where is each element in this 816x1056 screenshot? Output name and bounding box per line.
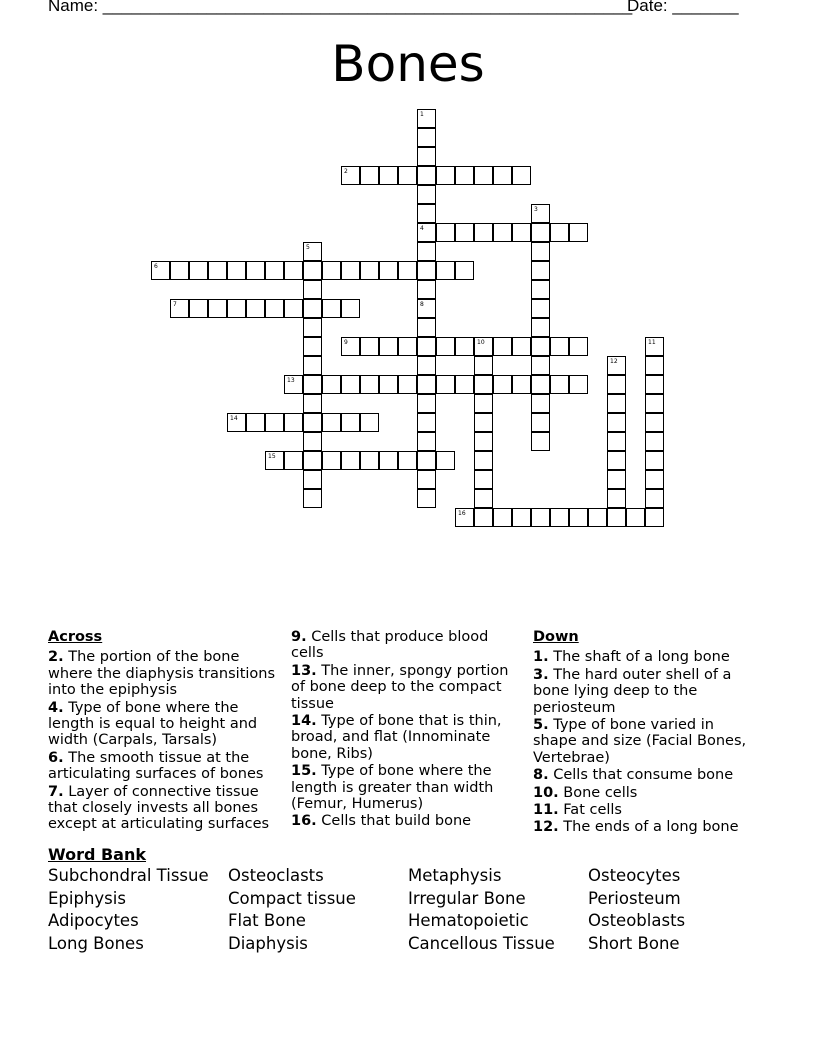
grid-cell[interactable] [341, 413, 360, 432]
grid-cell[interactable] [607, 432, 626, 451]
date-field-label[interactable]: Date: _______ [627, 0, 739, 15]
clue-number: 3. [533, 666, 549, 683]
grid-cell[interactable] [417, 394, 436, 413]
grid-cell-number: 4 [420, 225, 424, 232]
word-bank-item: Short Bone [588, 934, 680, 954]
grid-cell[interactable] [474, 356, 493, 375]
grid-cell[interactable] [417, 128, 436, 147]
grid-cell[interactable] [417, 375, 436, 394]
grid-cell[interactable] [531, 432, 550, 451]
grid-cell[interactable] [455, 375, 474, 394]
grid-cell[interactable] [417, 109, 436, 128]
clue-across-6 [48, 750, 280, 783]
clue-number: 2. [48, 649, 64, 666]
grid-cell[interactable] [322, 299, 341, 318]
word-bank-item: Irregular Bone [408, 888, 526, 908]
grid-cell[interactable] [607, 451, 626, 470]
grid-cell[interactable] [360, 375, 379, 394]
grid-cell[interactable] [284, 451, 303, 470]
grid-cell[interactable] [360, 261, 379, 280]
grid-cell[interactable] [531, 318, 550, 337]
grid-cell[interactable] [322, 451, 341, 470]
grid-cell[interactable] [284, 261, 303, 280]
clue-text: Fat cells [563, 802, 622, 819]
clue-across-2 [48, 649, 280, 698]
clue-text: Cells that produce blood cells [291, 629, 489, 662]
grid-cell[interactable] [531, 204, 550, 223]
grid-cell[interactable] [417, 185, 436, 204]
grid-cell[interactable] [493, 508, 512, 527]
grid-cell[interactable] [645, 337, 664, 356]
grid-cell[interactable] [436, 375, 455, 394]
grid-cell[interactable] [341, 261, 360, 280]
clue-across-16 [291, 813, 516, 829]
clue-across-15 [291, 763, 516, 812]
grid-cell-number: 9 [344, 339, 348, 346]
grid-cell[interactable] [398, 166, 417, 185]
grid-cell[interactable] [303, 242, 322, 261]
grid-cell[interactable] [493, 223, 512, 242]
grid-cell[interactable] [265, 261, 284, 280]
grid-cell[interactable] [151, 261, 170, 280]
grid-cell[interactable] [645, 375, 664, 394]
grid-cell[interactable] [303, 451, 322, 470]
grid-cell[interactable] [607, 394, 626, 413]
clue-number: 6. [48, 749, 64, 766]
grid-cell[interactable] [189, 299, 208, 318]
grid-cell[interactable] [360, 337, 379, 356]
grid-cell[interactable] [208, 261, 227, 280]
clue-down-1 [533, 649, 758, 665]
grid-cell[interactable] [531, 223, 550, 242]
word-bank-item: Diaphysis [228, 934, 308, 954]
grid-cell[interactable] [436, 223, 455, 242]
grid-cell[interactable] [379, 375, 398, 394]
grid-cell[interactable] [360, 413, 379, 432]
grid-cell[interactable] [607, 375, 626, 394]
grid-cell[interactable] [474, 223, 493, 242]
clue-text: Bone cells [563, 784, 638, 801]
grid-cell[interactable] [398, 375, 417, 394]
clue-across-7 [48, 784, 280, 833]
clue-text: Type of bone that is thin, broad, and flat (Innominate bone, Ribs) [291, 713, 502, 762]
grid-cell[interactable] [645, 394, 664, 413]
grid-cell[interactable] [455, 508, 474, 527]
grid-cell-number: 10 [477, 339, 485, 346]
clue-down-5 [533, 717, 758, 766]
word-bank-item: Long Bones [48, 934, 144, 954]
grid-cell[interactable] [417, 242, 436, 261]
grid-cell[interactable] [436, 451, 455, 470]
across-heading: Across [48, 629, 103, 645]
grid-cell[interactable] [379, 337, 398, 356]
grid-cell[interactable] [417, 147, 436, 166]
grid-cell-number: 14 [230, 415, 238, 422]
grid-cell[interactable] [512, 337, 531, 356]
grid-cell[interactable] [474, 508, 493, 527]
grid-cell-number: 16 [458, 510, 466, 517]
clue-number: 10. [533, 784, 559, 801]
grid-cell[interactable] [512, 166, 531, 185]
clue-number: 16. [291, 813, 317, 830]
grid-cell-number: 11 [648, 339, 656, 346]
grid-cell[interactable] [436, 166, 455, 185]
grid-cell[interactable] [398, 337, 417, 356]
grid-cell[interactable] [417, 299, 436, 318]
clue-down-3 [533, 667, 758, 716]
down-clues-column [533, 629, 758, 837]
word-bank-item: Osteocytes [588, 866, 681, 885]
grid-cell[interactable] [417, 470, 436, 489]
grid-cell[interactable] [303, 413, 322, 432]
grid-cell[interactable] [474, 166, 493, 185]
grid-cell[interactable] [322, 413, 341, 432]
grid-cell[interactable] [417, 356, 436, 375]
clue-number: 9. [291, 629, 307, 645]
grid-cell[interactable] [170, 299, 189, 318]
clue-text: Layer of connective tissue that closely invests all bones except at articulating surfaces [48, 783, 270, 833]
clue-number: 15. [291, 763, 317, 780]
grid-cell[interactable] [303, 318, 322, 337]
clue-number: 11. [533, 802, 559, 819]
grid-cell[interactable] [626, 508, 645, 527]
page-title: Bones [331, 35, 485, 93]
grid-cell[interactable] [208, 299, 227, 318]
grid-cell[interactable] [493, 375, 512, 394]
clue-text: The smooth tissue at the articulating surfaces of bones [48, 749, 264, 783]
grid-cell[interactable] [417, 318, 436, 337]
clue-text: Cells that consume bone [553, 767, 734, 784]
grid-cell[interactable] [417, 451, 436, 470]
word-bank-heading: Word Bank [48, 845, 147, 864]
grid-cell[interactable] [322, 261, 341, 280]
grid-cell-number: 15 [268, 453, 276, 460]
grid-cell-number: 13 [287, 377, 295, 384]
grid-cell[interactable] [379, 166, 398, 185]
clue-down-12 [533, 819, 758, 835]
across-clues-continued-column [291, 629, 516, 831]
grid-cell[interactable] [645, 489, 664, 508]
grid-cell[interactable] [588, 508, 607, 527]
grid-cell[interactable] [246, 413, 265, 432]
grid-cell[interactable] [265, 413, 284, 432]
word-bank [48, 867, 768, 954]
clue-number: 1. [533, 649, 549, 666]
clue-number: 12. [533, 819, 559, 836]
grid-cell[interactable] [531, 356, 550, 375]
grid-cell[interactable] [303, 394, 322, 413]
grid-cell[interactable] [227, 299, 246, 318]
grid-cell[interactable] [550, 337, 569, 356]
grid-cell[interactable] [379, 261, 398, 280]
grid-cell[interactable] [493, 166, 512, 185]
grid-cell[interactable] [455, 166, 474, 185]
name-field-label[interactable]: Name: ________________________________________________________ [48, 0, 633, 15]
word-bank-item: Periosteum [588, 888, 681, 908]
grid-cell[interactable] [341, 337, 360, 356]
grid-cell[interactable] [645, 413, 664, 432]
grid-cell[interactable] [189, 261, 208, 280]
grid-cell[interactable] [417, 432, 436, 451]
word-bank-item: Compact tissue [228, 888, 356, 908]
grid-cell[interactable] [531, 413, 550, 432]
grid-cell[interactable] [398, 261, 417, 280]
clue-number: 4. [48, 699, 64, 716]
grid-cell[interactable] [303, 432, 322, 451]
grid-cell[interactable] [303, 337, 322, 356]
grid-cell[interactable] [645, 356, 664, 375]
grid-cell[interactable] [341, 166, 360, 185]
grid-cell[interactable] [531, 299, 550, 318]
grid-cell[interactable] [607, 413, 626, 432]
down-heading: Down [533, 629, 579, 645]
grid-cell-number: 8 [420, 301, 424, 308]
clue-across-13 [291, 663, 516, 712]
grid-cell[interactable] [569, 337, 588, 356]
grid-cell[interactable] [284, 299, 303, 318]
grid-cell[interactable] [531, 394, 550, 413]
grid-cell[interactable] [474, 375, 493, 394]
clue-down-8 [533, 767, 758, 783]
clue-text: Type of bone where the length is greater than width (Femur, Humerus) [291, 763, 494, 813]
grid-cell[interactable] [284, 413, 303, 432]
grid-cell[interactable] [303, 261, 322, 280]
grid-cell[interactable] [474, 394, 493, 413]
across-clues-column [48, 629, 280, 834]
grid-cell[interactable] [512, 375, 531, 394]
clue-number: 7. [48, 783, 64, 800]
grid-cell[interactable] [645, 451, 664, 470]
grid-cell[interactable] [417, 204, 436, 223]
grid-cell[interactable] [474, 470, 493, 489]
grid-cell[interactable] [417, 489, 436, 508]
grid-cell[interactable] [569, 375, 588, 394]
clue-text: Cells that build bone [321, 813, 472, 830]
clue-text: The shaft of a long bone [553, 649, 730, 666]
grid-cell[interactable] [531, 242, 550, 261]
grid-cell-number: 6 [154, 263, 158, 270]
grid-cell[interactable] [284, 375, 303, 394]
grid-cell[interactable] [227, 413, 246, 432]
grid-cell[interactable] [645, 432, 664, 451]
grid-cell[interactable] [322, 375, 341, 394]
grid-cell[interactable] [341, 451, 360, 470]
clue-down-10 [533, 785, 758, 801]
clue-number: 13. [291, 662, 317, 679]
grid-cell[interactable] [531, 261, 550, 280]
grid-cell[interactable] [246, 261, 265, 280]
word-bank-item: Osteoclasts [228, 866, 324, 885]
grid-cell[interactable] [436, 261, 455, 280]
grid-cell[interactable] [303, 280, 322, 299]
word-bank-item: Metaphysis [408, 866, 502, 885]
grid-cell[interactable] [303, 375, 322, 394]
grid-cell[interactable] [246, 299, 265, 318]
grid-cell-number: 1 [420, 111, 424, 118]
word-bank-item: Epiphysis [48, 888, 126, 908]
grid-cell[interactable] [607, 470, 626, 489]
grid-cell[interactable] [607, 508, 626, 527]
grid-cell[interactable] [645, 508, 664, 527]
grid-cell[interactable] [550, 223, 569, 242]
grid-cell[interactable] [303, 356, 322, 375]
grid-cell[interactable] [474, 337, 493, 356]
clue-text: Type of bone where the length is equal to height and width (Carpals, Tarsals) [48, 699, 258, 749]
clue-down-11 [533, 802, 758, 818]
grid-cell-number: 3 [534, 206, 538, 213]
grid-cell[interactable] [341, 299, 360, 318]
grid-cell[interactable] [474, 413, 493, 432]
word-bank-item: Flat Bone [228, 911, 306, 931]
grid-cell-number: 5 [306, 244, 310, 251]
clue-number: 8. [533, 767, 549, 784]
clue-number: 5. [533, 717, 549, 734]
grid-cell[interactable] [512, 223, 531, 242]
clue-text: The ends of a long bone [563, 819, 739, 836]
clue-across-14 [291, 713, 516, 762]
grid-cell[interactable] [265, 451, 284, 470]
grid-cell[interactable] [303, 470, 322, 489]
grid-cell[interactable] [417, 223, 436, 242]
clue-across-9 [291, 629, 516, 662]
clue-text: The portion of the bone where the diaphysis transitions into the epiphysis [48, 649, 276, 699]
grid-cell[interactable] [417, 337, 436, 356]
grid-cell[interactable] [531, 375, 550, 394]
grid-cell[interactable] [417, 261, 436, 280]
grid-cell[interactable] [474, 432, 493, 451]
clue-across-4 [48, 700, 280, 749]
grid-cell[interactable] [398, 451, 417, 470]
word-bank-item: Osteoblasts [588, 911, 686, 931]
clue-text: Type of bone varied in shape and size (Facial Bones, Vertebrae) [533, 717, 747, 766]
grid-cell[interactable] [474, 451, 493, 470]
grid-cell[interactable] [531, 280, 550, 299]
grid-cell[interactable] [512, 508, 531, 527]
clue-text: The hard outer shell of a bone lying deep to the periosteum [533, 666, 732, 716]
grid-cell[interactable] [455, 223, 474, 242]
grid-cell[interactable] [417, 166, 436, 185]
grid-cell[interactable] [341, 375, 360, 394]
grid-cell[interactable] [455, 337, 474, 356]
grid-cell[interactable] [227, 261, 246, 280]
grid-cell[interactable] [569, 223, 588, 242]
grid-cell[interactable] [360, 166, 379, 185]
grid-cell[interactable] [265, 299, 284, 318]
grid-cell[interactable] [531, 337, 550, 356]
grid-cell[interactable] [417, 413, 436, 432]
grid-cell[interactable] [550, 375, 569, 394]
clue-text: The inner, spongy portion of bone deep to the compact tissue [291, 662, 509, 712]
grid-cell[interactable] [303, 489, 322, 508]
grid-cell[interactable] [550, 508, 569, 527]
word-bank-item: Subchondral Tissue [48, 866, 209, 885]
word-bank-item: Adipocytes [48, 911, 139, 931]
clue-number: 14. [291, 713, 317, 730]
grid-cell[interactable] [645, 470, 664, 489]
grid-cell[interactable] [493, 337, 512, 356]
grid-cell-number: 7 [173, 301, 177, 308]
grid-cell[interactable] [303, 299, 322, 318]
grid-cell[interactable] [607, 356, 626, 375]
grid-cell[interactable] [170, 261, 189, 280]
grid-cell[interactable] [474, 489, 493, 508]
grid-cell[interactable] [531, 508, 550, 527]
grid-cell[interactable] [569, 508, 588, 527]
grid-cell-number: 2 [344, 168, 348, 175]
grid-cell-number: 12 [610, 358, 618, 365]
word-bank-item: Hematopoietic [408, 911, 529, 931]
grid-cell[interactable] [417, 280, 436, 299]
grid-cell[interactable] [455, 261, 474, 280]
word-bank-item: Cancellous Tissue [408, 934, 555, 954]
grid-cell[interactable] [607, 489, 626, 508]
grid-cell[interactable] [360, 451, 379, 470]
grid-cell[interactable] [379, 451, 398, 470]
grid-cell[interactable] [436, 337, 455, 356]
